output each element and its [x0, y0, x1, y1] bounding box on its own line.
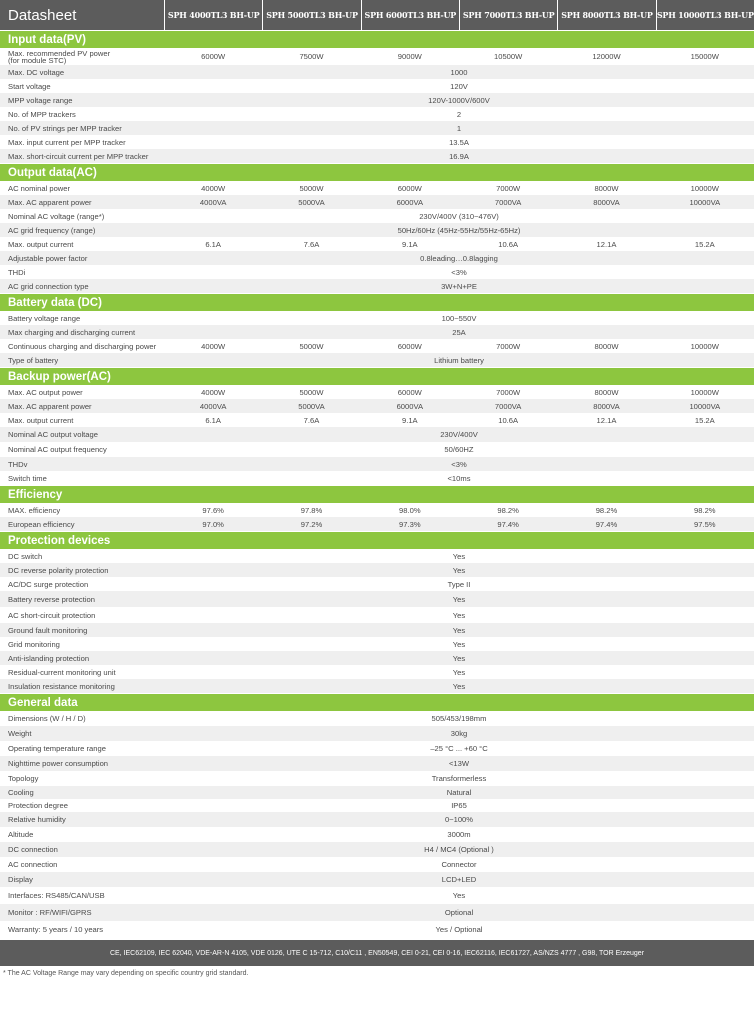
table-row: [0, 279, 754, 293]
cell-value: 7000VA: [494, 401, 522, 411]
row-label: Altitude: [8, 830, 34, 839]
table-row: [0, 149, 754, 163]
table-row: [0, 209, 754, 223]
cell-value: 9.1A: [402, 239, 418, 249]
row-label: DC switch: [8, 551, 43, 561]
table-row: [0, 711, 754, 726]
table-row: [0, 79, 754, 93]
cell-value: 12.1A: [596, 415, 617, 425]
cell-value-spanning: <10ms: [447, 473, 471, 483]
row-label: Max. short-circuit current per MPP tracker: [8, 151, 149, 161]
section-header: Battery data (DC): [0, 293, 754, 311]
cell-value: 10000W: [690, 341, 719, 351]
row-label: Nominal AC output voltage: [8, 430, 98, 439]
cell-value: 4000VA: [199, 401, 227, 411]
cell-value: 97.6%: [202, 505, 224, 515]
table-row: [0, 121, 754, 135]
cell-value: 8000W: [594, 387, 619, 397]
cell-value-spanning: 16.9A: [449, 151, 469, 161]
cell-value: 10000W: [690, 387, 719, 397]
model-column-header: SPH 7000TL3 BH-UP: [459, 0, 557, 30]
table-row: [0, 517, 754, 531]
row-label: Continuous charging and discharging power: [8, 341, 157, 351]
table-row: [0, 665, 754, 679]
cell-value: 97.2%: [300, 519, 323, 529]
table-row: [0, 135, 754, 149]
cell-value-spanning: 120V-1000V/600V: [428, 95, 490, 105]
row-label: Nominal AC output frequency: [8, 445, 107, 454]
row-label: Relative humidity: [8, 815, 66, 824]
section-header: Protection devices: [0, 531, 754, 549]
row-label: No. of MPP trackers: [8, 109, 76, 119]
cell-value: 98.2%: [497, 505, 519, 515]
table-row: [0, 842, 754, 857]
cell-value-spanning: 13.5A: [449, 137, 469, 147]
cell-value: 8000W: [594, 341, 619, 351]
cell-value: 4000W: [201, 387, 226, 397]
table-row: [0, 195, 754, 209]
cell-value: 7.6A: [303, 239, 320, 249]
row-label: Max. AC apparent power: [8, 197, 92, 207]
table-row: [0, 457, 754, 471]
table-row: [0, 48, 754, 65]
cell-value-spanning: Yes: [452, 551, 466, 561]
table-row: [0, 651, 754, 665]
row-label: Max. AC output power: [8, 387, 83, 397]
row-label: AC grid frequency (range): [8, 225, 96, 235]
cell-value-spanning: Yes: [452, 610, 466, 620]
table-row: [0, 741, 754, 756]
cell-value-spanning: 30kg: [450, 729, 468, 738]
table-row: [0, 181, 754, 195]
cell-value-spanning: Transformerless: [431, 774, 487, 783]
cell-value-spanning: –25 °C ... +60 °C: [430, 744, 488, 753]
row-label: Max. DC voltage: [8, 67, 65, 77]
row-label: AC connection: [8, 860, 58, 869]
row-label: Warranty: 5 years / 10 years: [8, 925, 104, 934]
row-label: Nighttime power consumption: [8, 759, 109, 768]
table-row: [0, 786, 754, 799]
cell-value: 4000VA: [199, 197, 227, 207]
cell-value: 6000W: [397, 387, 422, 397]
cell-value-spanning: 50/60HZ: [444, 445, 474, 454]
row-label: Battery reverse protection: [8, 594, 95, 604]
table-row: [0, 353, 754, 367]
table-row: [0, 503, 754, 517]
cell-value-spanning: Yes: [452, 594, 466, 604]
table-row: [0, 251, 754, 265]
model-column-header: SPH 8000TL3 BH-UP: [557, 0, 655, 30]
cell-value-spanning: 3000m: [447, 830, 471, 839]
cell-value: 5000W: [299, 183, 324, 193]
cell-value-spanning: Yes: [452, 653, 466, 663]
table-row: [0, 93, 754, 107]
cell-value: 97.8%: [300, 505, 323, 515]
row-label: European efficiency: [8, 519, 75, 529]
cell-value-spanning: 1: [456, 123, 462, 133]
cell-value: 9.1A: [402, 415, 418, 425]
cell-value: 98.2%: [694, 505, 716, 515]
cell-value-spanning: Yes: [452, 625, 466, 635]
row-label: Display: [8, 875, 33, 884]
cell-value: 7000VA: [494, 197, 522, 207]
cell-value-spanning: Optional: [444, 908, 474, 917]
row-label: DC connection: [8, 845, 58, 854]
table-row: [0, 427, 754, 442]
row-label: Ground fault monitoring: [8, 625, 88, 635]
cell-value-spanning: 505/453/198mm: [431, 714, 487, 723]
cell-value: 7000W: [496, 387, 521, 397]
cell-value: 6.1A: [205, 415, 221, 425]
cell-value-spanning: 0~100%: [444, 815, 474, 824]
row-label: MPP voltage range: [8, 95, 73, 105]
cell-value-spanning: 0.8leading…0.8lagging: [420, 253, 498, 263]
model-column-header: SPH 10000TL3 BH-UP: [656, 0, 754, 30]
row-label: Nominal AC voltage (range*): [8, 211, 105, 221]
cell-value-spanning: Yes: [452, 891, 466, 900]
table-row: [0, 857, 754, 872]
row-label: Battery voltage range: [8, 313, 81, 323]
cell-value: 5000W: [299, 387, 324, 397]
cell-value: 8000W: [594, 183, 619, 193]
table-row: [0, 65, 754, 79]
cell-value-spanning: 2: [456, 109, 462, 119]
spec-sections: [0, 30, 754, 938]
cell-value: 7000W: [496, 183, 521, 193]
row-label: AC/DC surge protection: [8, 579, 89, 589]
cell-value: 5000VA: [298, 197, 325, 207]
cell-value: 5000VA: [298, 401, 325, 411]
table-row: [0, 549, 754, 563]
cell-value: 4000W: [201, 183, 226, 193]
row-label: Max. recommended PV power (for module STC): [8, 48, 111, 65]
row-label: Start voltage: [8, 81, 51, 91]
cell-value: 97.4%: [497, 519, 519, 529]
table-row: [0, 107, 754, 121]
row-label: No. of PV strings per MPP tracker: [8, 123, 122, 133]
row-label: Topology: [8, 774, 39, 783]
cell-value: 12.1A: [596, 239, 617, 249]
cell-value: 10000VA: [689, 401, 721, 411]
cell-value: 8000VA: [593, 401, 620, 411]
table-row: [0, 887, 754, 904]
row-label: DC reverse polarity protection: [8, 565, 109, 575]
cell-value: 97.4%: [595, 519, 618, 529]
table-header: [0, 0, 754, 30]
table-row: [0, 325, 754, 339]
row-label: THDv: [8, 459, 28, 469]
cell-value-spanning: 100~550V: [441, 313, 477, 323]
row-label: Max. AC apparent power: [8, 401, 92, 411]
model-column-header: SPH 5000TL3 BH-UP: [262, 0, 360, 30]
row-label: Type of battery: [8, 355, 59, 365]
cell-value-spanning: Yes: [452, 639, 466, 649]
row-label: Weight: [8, 729, 32, 738]
table-row: [0, 771, 754, 786]
cell-value: 15000W: [690, 52, 719, 61]
cell-value-spanning: H4 / MC4 (Optional ): [424, 845, 494, 854]
cell-value: 98.0%: [399, 505, 421, 515]
table-row: [0, 577, 754, 591]
cell-value-spanning: 50Hz/60Hz (45Hz-55Hz/55Hz-65Hz): [397, 225, 521, 235]
cell-value: 98.2%: [595, 505, 618, 515]
cell-value: 10.6A: [498, 239, 519, 249]
row-label: THDi: [8, 267, 26, 277]
table-row: [0, 607, 754, 623]
cell-value-spanning: Yes: [452, 565, 466, 575]
cell-value: 10.6A: [498, 415, 519, 425]
row-label: Max. output current: [8, 415, 74, 425]
cell-value-spanning: 3W+N+PE: [441, 281, 477, 291]
cell-value-spanning: IP65: [451, 801, 467, 810]
cell-value: 15.2A: [694, 415, 715, 425]
row-label: Cooling: [8, 788, 34, 797]
row-label: Adjustable power factor: [8, 253, 88, 263]
table-row: [0, 827, 754, 842]
cell-value-spanning: <3%: [451, 459, 467, 469]
cell-value-spanning: Yes: [452, 667, 466, 677]
table-row: [0, 223, 754, 237]
cell-value: 8000VA: [593, 197, 620, 207]
datasheet-title: Datasheet: [8, 6, 77, 24]
cell-value: 10000W: [690, 183, 719, 193]
model-column-header: SPH 4000TL3 BH-UP: [164, 0, 262, 30]
cell-value: 6000W: [201, 52, 226, 61]
footnote: * The AC Voltage Range may vary depending on specific country grid standard.: [3, 970, 249, 977]
table-row: [0, 679, 754, 693]
table-row: [0, 563, 754, 577]
cell-value-spanning: Type II: [447, 579, 471, 589]
section-header: Input data(PV): [0, 30, 754, 48]
table-row: [0, 904, 754, 921]
cell-value: 12000W: [592, 52, 621, 61]
cell-value-spanning: 25A: [452, 327, 466, 337]
cell-value: 4000W: [201, 341, 226, 351]
row-label: Protection degree: [8, 801, 68, 810]
cell-value-spanning: Yes / Optional: [435, 925, 483, 934]
cell-value-spanning: Connector: [441, 860, 477, 869]
row-label: Operating temperature range: [8, 744, 106, 753]
cell-value-spanning: LCD+LED: [441, 875, 477, 884]
row-label: Max. output current: [8, 239, 74, 249]
table-row: [0, 385, 754, 399]
row-label: AC short-circuit protection: [8, 610, 96, 620]
row-label: AC nominal power: [8, 183, 71, 193]
cell-value: 6000W: [397, 341, 422, 351]
cell-value: 6000W: [397, 183, 422, 193]
cell-value: 97.0%: [202, 519, 224, 529]
row-label: Interfaces: RS485/CAN/USB: [8, 891, 105, 900]
cell-value: 7.6A: [303, 415, 320, 425]
table-row: [0, 471, 754, 485]
cell-value-spanning: <13W: [448, 759, 470, 768]
table-row: [0, 399, 754, 413]
row-label: Max charging and discharging current: [8, 327, 136, 337]
row-label: MAX. efficiency: [8, 505, 61, 515]
table-row: [0, 311, 754, 325]
section-header: Backup power(AC): [0, 367, 754, 385]
row-label: Dimensions (W / H / D): [8, 714, 86, 723]
cell-value: 5000W: [299, 341, 324, 351]
row-label: Insulation resistance monitoring: [8, 681, 115, 691]
cell-value: 97.5%: [694, 519, 716, 529]
table-row: [0, 756, 754, 771]
cell-value-spanning: Yes: [452, 681, 466, 691]
cell-value: 10000VA: [689, 197, 721, 207]
model-columns: [164, 0, 754, 30]
section-header: Efficiency: [0, 485, 754, 503]
cell-value: 6000VA: [396, 197, 424, 207]
row-label: Residual-current monitoring unit: [8, 667, 116, 677]
cell-value: 15.2A: [694, 239, 715, 249]
table-row: [0, 442, 754, 457]
table-row: [0, 265, 754, 279]
table-row: [0, 623, 754, 637]
cell-value-spanning: <3%: [451, 267, 467, 277]
cell-value: 6.1A: [205, 239, 221, 249]
cell-value-spanning: Lithium battery: [434, 355, 484, 365]
table-row: [0, 872, 754, 887]
row-label: Switch time: [8, 473, 47, 483]
cell-value: 97.3%: [399, 519, 421, 529]
row-label: Monitor : RF/WIFI/GPRS: [8, 908, 92, 917]
certifications-text: CE, IEC62109, IEC 62040, VDE-AR-N 4105, VDE 0126, UTE C 15-712, C10/C11 , EN50549, CEI 0-21, CEI 0-16, IEC62116, IEC61727, AS/NZS 4777 , G98, TOR Erzeuger: [109, 949, 645, 957]
certifications-bar: [0, 940, 754, 966]
cell-value-spanning: 1000: [450, 67, 468, 77]
table-row: [0, 591, 754, 607]
table-row: [0, 339, 754, 353]
table-row: [0, 413, 754, 427]
table-row: [0, 799, 754, 812]
cell-value: 7000W: [496, 341, 521, 351]
section-header: General data: [0, 693, 754, 711]
model-column-header: SPH 6000TL3 BH-UP: [361, 0, 459, 30]
table-row: [0, 237, 754, 251]
cell-value-spanning: 120V: [450, 81, 468, 91]
cell-value: 6000VA: [396, 401, 424, 411]
table-row: [0, 921, 754, 938]
row-label: Anti-islanding protection: [8, 653, 90, 663]
table-row: [0, 637, 754, 651]
row-label: Grid monitoring: [8, 639, 60, 649]
cell-value: 10500W: [494, 52, 523, 61]
cell-value-spanning: 230V/400V (310~476V): [419, 211, 499, 221]
cell-value-spanning: 230V/400V: [440, 430, 478, 439]
row-label: AC grid connection type: [8, 281, 89, 291]
cell-value: 9000W: [397, 52, 422, 61]
cell-value-spanning: Natural: [446, 788, 472, 797]
table-row: [0, 726, 754, 741]
row-label: Max. input current per MPP tracker: [8, 137, 126, 147]
cell-value: 7500W: [299, 52, 324, 61]
table-row: [0, 812, 754, 827]
section-header: Output data(AC): [0, 163, 754, 181]
